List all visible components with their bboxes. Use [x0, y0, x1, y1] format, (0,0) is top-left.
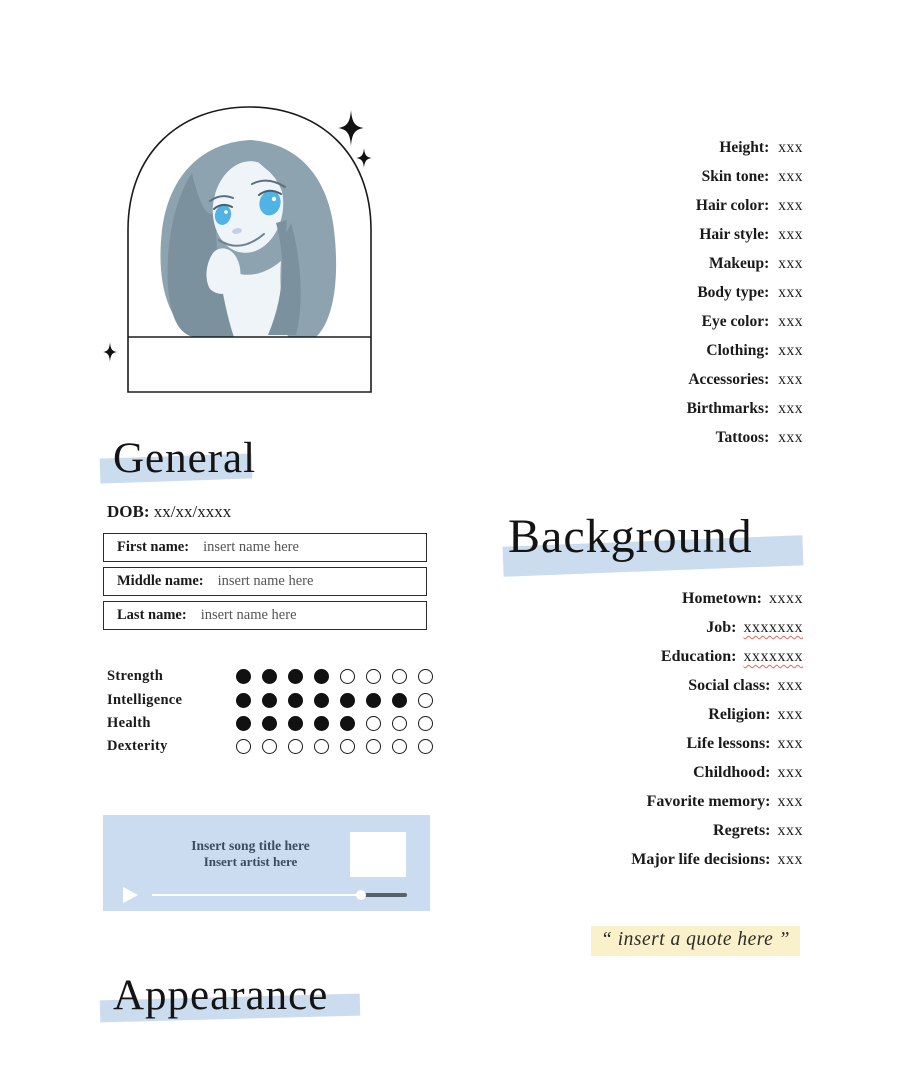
background-label: Major life decisions:	[631, 851, 771, 868]
trait-label: Eye color:	[701, 313, 770, 330]
stat-dot[interactable]	[366, 739, 381, 754]
stat-dot[interactable]	[392, 739, 407, 754]
background-row	[631, 787, 803, 816]
trait-row	[687, 133, 803, 162]
first-name-field[interactable]	[103, 533, 427, 562]
artist-name[interactable]: Insert artist here	[203, 854, 298, 869]
stat-dot[interactable]	[366, 693, 381, 708]
character-illustration	[160, 140, 336, 337]
trait-value[interactable]: xxx	[778, 197, 803, 214]
stat-dot[interactable]	[366, 716, 381, 731]
background-label: Favorite memory:	[646, 793, 771, 810]
background-value[interactable]: xxx	[777, 764, 803, 781]
general-section-heading: General	[113, 435, 257, 482]
stat-dot[interactable]	[262, 739, 277, 754]
sparkle-icon-small	[356, 148, 372, 168]
trait-value[interactable]: xxx	[778, 255, 803, 272]
trait-label: Hair style:	[699, 226, 770, 243]
background-row	[631, 613, 803, 642]
stats-block	[107, 665, 437, 759]
trait-row	[687, 162, 803, 191]
stat-dot[interactable]	[392, 693, 407, 708]
stat-dot[interactable]	[418, 693, 433, 708]
trait-value[interactable]: xxx	[778, 342, 803, 359]
background-label: Social class:	[688, 677, 771, 694]
trait-label: Accessories:	[688, 371, 770, 388]
background-value[interactable]: xxxxxxx	[743, 648, 803, 665]
play-icon[interactable]	[123, 887, 138, 903]
trait-row	[687, 336, 803, 365]
stat-dot[interactable]	[418, 739, 433, 754]
last-name-label: Last name:	[117, 607, 187, 623]
trait-value[interactable]: xxx	[778, 371, 803, 388]
progress-track[interactable]	[152, 892, 407, 898]
stat-dot[interactable]	[314, 693, 329, 708]
trait-label: Clothing:	[706, 342, 770, 359]
trait-row	[687, 220, 803, 249]
stat-dot[interactable]	[314, 669, 329, 684]
trait-row	[687, 249, 803, 278]
background-value[interactable]: xxx	[777, 851, 803, 868]
physical-traits-list	[687, 133, 803, 452]
progress-remaining	[361, 893, 407, 897]
background-value[interactable]: xxx	[777, 735, 803, 752]
stat-label: Strength	[107, 668, 164, 685]
trait-row	[687, 191, 803, 220]
stat-dot[interactable]	[262, 716, 277, 731]
trait-value[interactable]: xxx	[778, 139, 803, 156]
stat-dot[interactable]	[418, 669, 433, 684]
trait-value[interactable]: xxx	[778, 429, 803, 446]
progress-elapsed	[152, 894, 361, 896]
player-text	[163, 838, 338, 870]
stat-dot[interactable]	[340, 716, 355, 731]
background-row	[631, 584, 803, 613]
stat-dot[interactable]	[288, 693, 303, 708]
trait-label: Birthmarks:	[686, 400, 770, 417]
stat-dot[interactable]	[236, 716, 251, 731]
trait-label: Body type:	[697, 284, 770, 301]
trait-value[interactable]: xxx	[778, 226, 803, 243]
dob-label: DOB:	[107, 502, 150, 521]
stat-dots-intelligence	[236, 693, 433, 708]
background-label: Hometown:	[682, 590, 762, 607]
background-label: Childhood:	[693, 764, 771, 781]
background-value[interactable]: xxx	[777, 822, 803, 839]
background-row	[631, 845, 803, 874]
background-label: Education:	[660, 648, 737, 665]
background-label: Religion:	[708, 706, 771, 723]
trait-label: Tattoos:	[715, 429, 770, 446]
middle-name-field[interactable]	[103, 567, 427, 596]
stat-dot[interactable]	[236, 669, 251, 684]
stat-row-strength	[107, 665, 437, 688]
stat-dot[interactable]	[392, 669, 407, 684]
quote-placeholder[interactable]: “ insert a quote here ”	[591, 926, 800, 956]
first-name-label: First name:	[117, 539, 190, 555]
background-row	[631, 816, 803, 845]
background-value[interactable]: xxx	[777, 677, 803, 694]
trait-label: Makeup:	[708, 255, 770, 272]
last-name-placeholder[interactable]: insert name here	[200, 607, 297, 623]
middle-name-label: Middle name:	[117, 573, 204, 589]
background-value[interactable]: xxx	[777, 706, 803, 723]
trait-row	[687, 307, 803, 336]
trait-value[interactable]: xxx	[778, 400, 803, 417]
dob-field[interactable]	[107, 502, 231, 522]
stat-dot[interactable]	[288, 669, 303, 684]
stat-dots-health	[236, 716, 433, 731]
background-value[interactable]: xxxx	[769, 590, 803, 607]
stat-dots-strength	[236, 669, 433, 684]
trait-label: Height:	[719, 139, 770, 156]
trait-label: Hair color:	[695, 197, 770, 214]
stat-label: Intelligence	[107, 691, 183, 708]
stat-row-dexterity	[107, 735, 437, 758]
portrait-frame	[100, 95, 390, 405]
trait-row	[687, 394, 803, 423]
stat-dot[interactable]	[418, 716, 433, 731]
stat-dot[interactable]	[236, 693, 251, 708]
appearance-section-heading: Appearance	[113, 972, 329, 1019]
stat-dot[interactable]	[314, 739, 329, 754]
trait-value[interactable]: xxx	[778, 168, 803, 185]
music-player	[103, 815, 430, 911]
trait-value[interactable]: xxx	[778, 313, 803, 330]
song-title[interactable]: Insert song title here	[191, 838, 310, 853]
stat-row-health	[107, 712, 437, 735]
stat-dot[interactable]	[288, 739, 303, 754]
album-art-placeholder[interactable]	[350, 832, 406, 877]
dob-value[interactable]: xx/xx/xxxx	[153, 502, 232, 521]
background-row	[631, 729, 803, 758]
stat-dot[interactable]	[340, 693, 355, 708]
stat-label: Dexterity	[107, 738, 168, 755]
background-row	[631, 671, 803, 700]
stat-dot[interactable]	[262, 669, 277, 684]
background-label: Job:	[706, 619, 737, 636]
progress-thumb[interactable]	[356, 890, 366, 900]
background-row	[631, 700, 803, 729]
trait-row	[687, 423, 803, 452]
background-list	[631, 584, 803, 874]
background-label: Life lessons:	[686, 735, 771, 752]
last-name-field[interactable]	[103, 601, 427, 630]
background-section-heading: Background	[508, 510, 753, 563]
stat-dot[interactable]	[366, 669, 381, 684]
background-label: Regrets:	[713, 822, 771, 839]
background-value[interactable]: xxx	[777, 793, 803, 810]
stat-row-intelligence	[107, 688, 437, 711]
trait-row	[687, 365, 803, 394]
background-row	[631, 642, 803, 671]
stat-dot[interactable]	[392, 716, 407, 731]
stat-dots-dexterity	[236, 739, 433, 754]
trait-label: Skin tone:	[701, 168, 770, 185]
sparkle-icon-left	[103, 342, 117, 362]
middle-name-placeholder[interactable]: insert name here	[217, 573, 314, 589]
trait-value[interactable]: xxx	[778, 284, 803, 301]
stat-dot[interactable]	[314, 716, 329, 731]
sparkle-icon-large	[338, 110, 364, 146]
stat-dot[interactable]	[262, 693, 277, 708]
trait-row	[687, 278, 803, 307]
background-row	[631, 758, 803, 787]
background-value[interactable]: xxxxxxx	[743, 619, 803, 636]
stat-label: Health	[107, 714, 151, 731]
stat-dot[interactable]	[288, 716, 303, 731]
stat-dot[interactable]	[340, 739, 355, 754]
stat-dot[interactable]	[340, 669, 355, 684]
first-name-placeholder[interactable]: insert name here	[203, 539, 299, 555]
stat-dot[interactable]	[236, 739, 251, 754]
